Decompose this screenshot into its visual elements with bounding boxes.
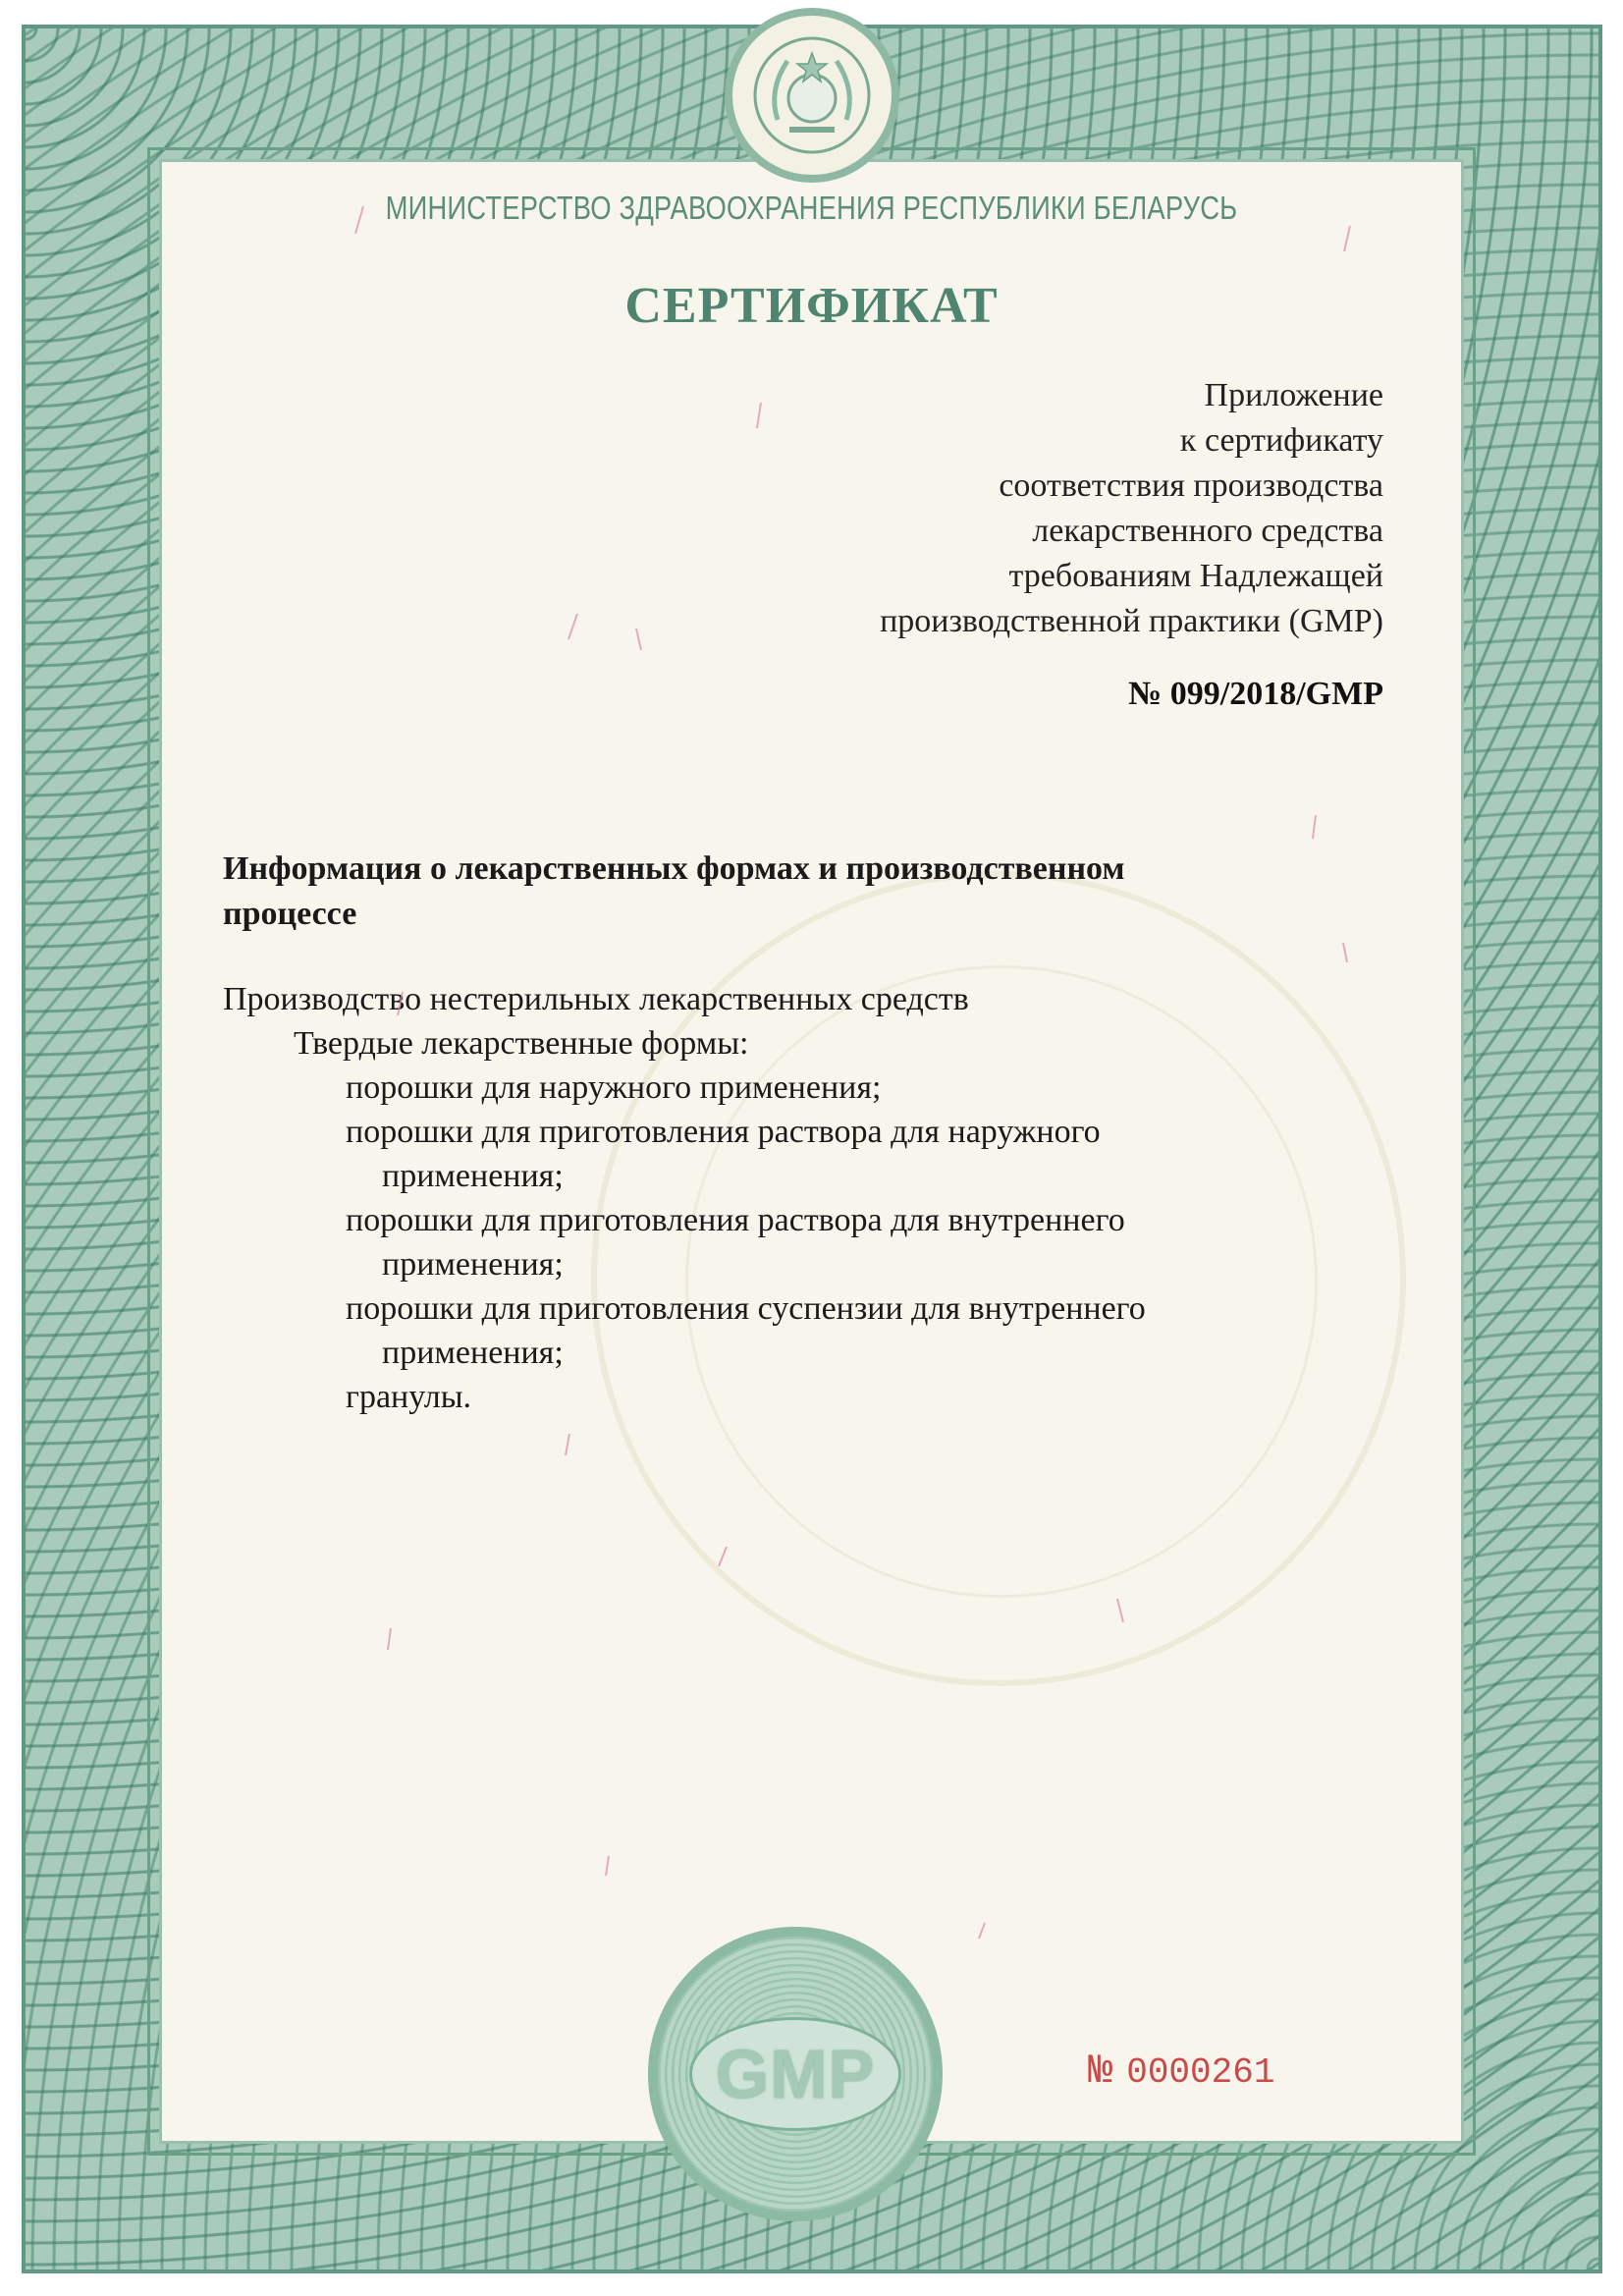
certificate-number: № 099/2018/GMP [1128,676,1383,712]
serial-prefix: № [1088,2048,1113,2095]
info-heading [223,847,1303,937]
dosage-form-item: порошки для приготовления раствора для наружного [346,1114,1101,1150]
dosage-form-item: порошки для приготовления раствора для внутреннего [346,1202,1125,1238]
dosage-form-item-continued: применения; [382,1246,564,1283]
production-type: Производство нестерильных лекарственных средств [223,981,969,1017]
appendix-line: к сертификату [1179,422,1383,459]
dosage-form-category: Твердые лекарственные формы: [294,1025,749,1062]
ministry-name: МИНИСТЕРСТВО ЗДРАВООХРАНЕНИЯ РЕСПУБЛИКИ БЕЛАРУСЬ [385,190,1238,226]
serial-number [1088,2048,1274,2095]
gmp-seal-label: GMP [689,2017,901,2131]
appendix-line: соответствия производства [999,467,1383,504]
serial-value: 0000261 [1126,2052,1275,2093]
appendix-block [880,373,1383,644]
dosage-form-item: гранулы. [346,1379,472,1415]
dosage-form-item-continued: применения; [382,1158,564,1194]
appendix-line: лекарственного средства [1032,513,1383,549]
certificate-title: СЕРТИФИКАТ [624,278,999,334]
dosage-form-item: порошки для наружного применения; [346,1069,882,1106]
dosage-forms-list [223,977,1352,1419]
dosage-form-item-continued: применения; [382,1335,564,1371]
appendix-line: требованиям Надлежащей [1008,558,1383,594]
appendix-line: производственной практики (GMP) [880,603,1383,639]
info-heading-line: Информация о лекарственных формах и производственном [223,850,1125,887]
gmp-seal [648,1927,943,2221]
dosage-form-item: порошки для приготовления суспензии для внутреннего [346,1290,1146,1327]
emblem-graphic [748,31,876,159]
appendix-line: Приложение [1204,377,1383,413]
state-emblem-icon [725,8,899,183]
info-heading-line: процессе [223,896,357,932]
